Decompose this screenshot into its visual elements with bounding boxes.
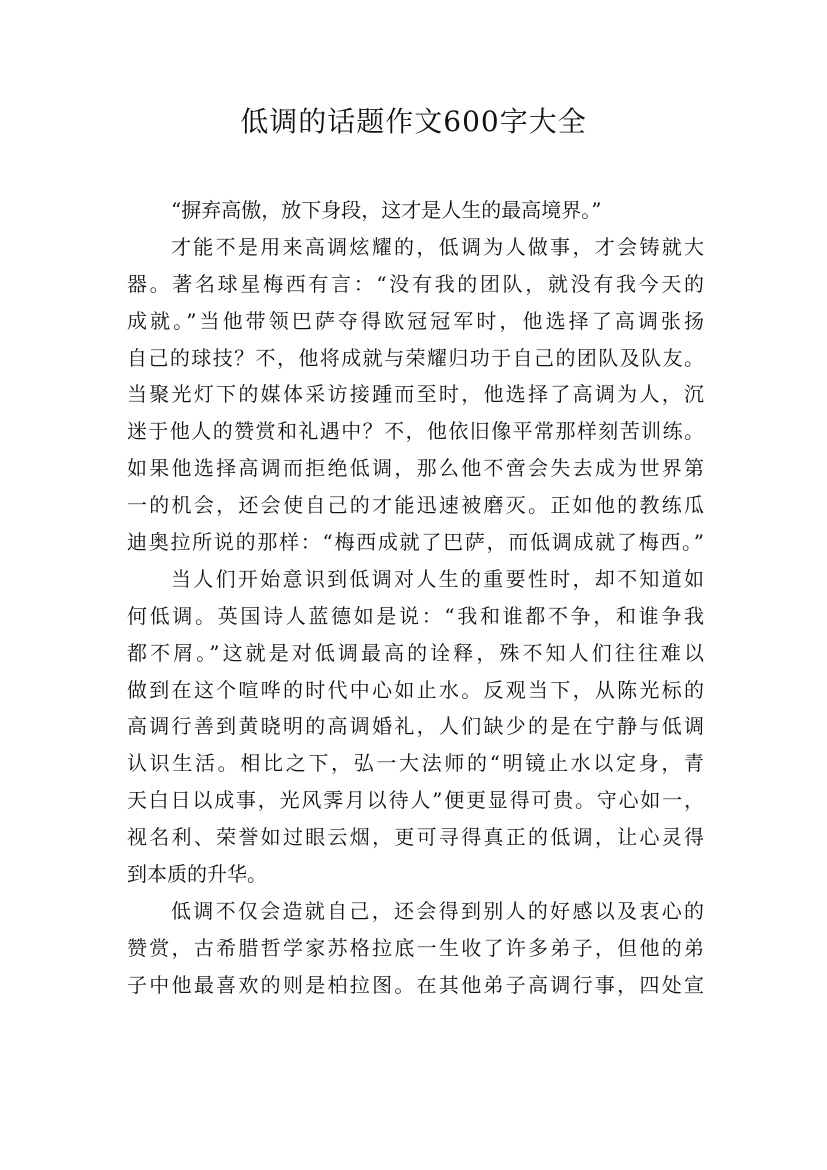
- paragraph-line: 做到在这个喧哗的时代中心如止水。反观当下，从陈光标的: [127, 677, 704, 702]
- paragraph-line: 如果他选择高调而拒绝低调，那么他不啻会失去成为世界第: [127, 456, 704, 481]
- paragraph-line: 成就。”当他带领巴萨夺得欧冠冠军时，他选择了高调张扬: [127, 308, 704, 333]
- paragraph-line: 认识生活。相比之下，弘一大法师的“明镜止水以定身，青: [127, 751, 704, 776]
- paragraph-line: 迷于他人的赞赏和礼遇中？不，他依旧像平常那样刻苦训练。: [127, 419, 704, 444]
- paragraph-line: 低调不仅会造就自己，还会得到别人的好感以及衷心的: [171, 898, 704, 923]
- paragraph-line: 视名利、荣誉如过眼云烟，更可寻得真正的低调，让心灵得: [127, 825, 704, 850]
- paragraph-line: 高调行善到黄晓明的高调婚礼，人们缺少的是在宁静与低调: [127, 714, 704, 739]
- paragraph-line: 才能不是用来高调炫耀的，低调为人做事，才会铸就大: [171, 234, 704, 259]
- paragraph-line: 到本质的升华。: [127, 862, 267, 887]
- document-body: [127, 192, 704, 1004]
- paragraph-line: 一的机会，还会使自己的才能迅速被磨灭。正如他的教练瓜: [127, 493, 704, 518]
- paragraph-line: 天白日以成事，光风霁月以待人”便更显得可贵。守心如一，: [127, 788, 704, 813]
- paragraph-line: 迪奥拉所说的那样：“梅西成就了巴萨，而低调成就了梅西。”: [127, 530, 704, 555]
- document-title: 低调的话题作文600字大全: [240, 105, 587, 138]
- paragraph-line: 何低调。英国诗人蓝德如是说：“我和谁都不争，和谁争我: [127, 603, 704, 628]
- paragraph-line: 当聚光灯下的媒体采访接踵而至时，他选择了高调为人，沉: [127, 382, 704, 407]
- paragraph-line: “摒弃高傲，放下身段，这才是人生的最高境界。”: [171, 198, 602, 222]
- paragraph-line: 赞赏，古希腊哲学家苏格拉底一生收了许多弟子，但他的弟: [127, 935, 704, 960]
- paragraph-line: 自己的球技？不，他将成就与荣耀归功于自己的团队及队友。: [127, 345, 704, 370]
- paragraph-line: 子中他最喜欢的则是柏拉图。在其他弟子高调行事，四处宣: [127, 972, 704, 997]
- paragraph-line: 器。著名球星梅西有言：“没有我的团队，就没有我今天的: [127, 271, 704, 296]
- paragraph-line: 都不屑。”这就是对低调最高的诠释，殊不知人们往往难以: [127, 640, 704, 665]
- paragraph-line: 当人们开始意识到低调对人生的重要性时，却不知道如: [171, 566, 704, 591]
